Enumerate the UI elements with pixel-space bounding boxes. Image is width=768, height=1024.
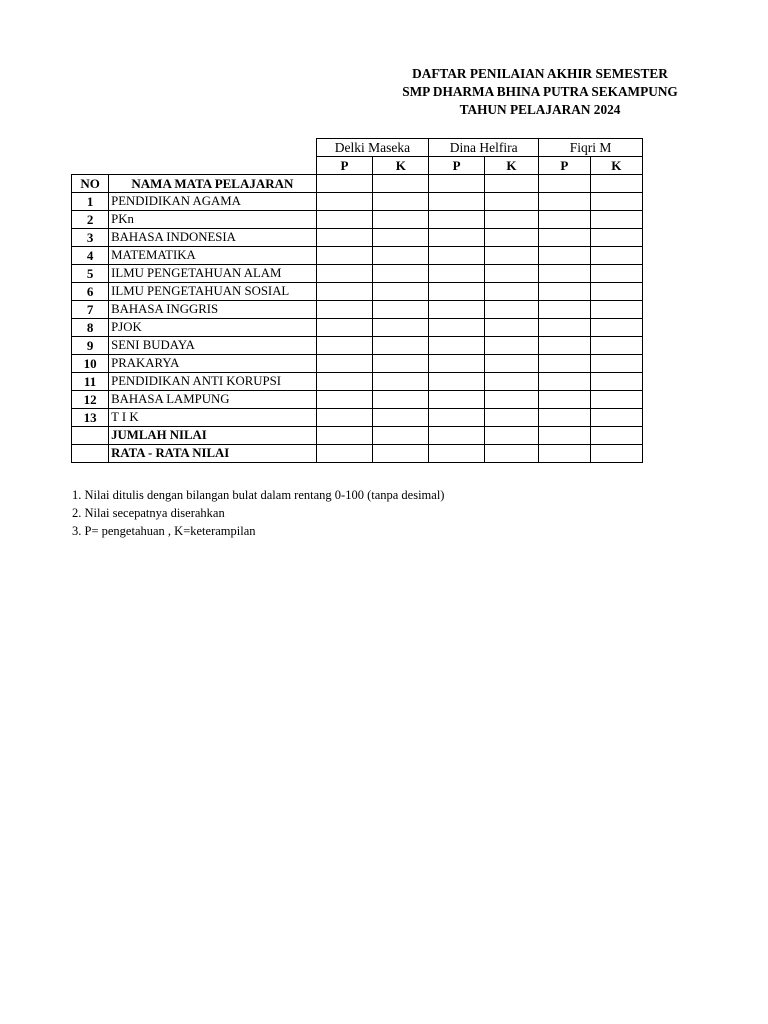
score-cell[interactable]: [316, 355, 373, 373]
score-cell[interactable]: [590, 373, 642, 391]
score-cell[interactable]: [373, 445, 429, 463]
score-cell[interactable]: [316, 427, 373, 445]
score-cell[interactable]: [590, 355, 642, 373]
table-row: [72, 373, 643, 391]
note-item: 3. P= pengetahuan , K=keterampilan: [72, 524, 256, 538]
score-cell[interactable]: [539, 427, 591, 445]
score-cell[interactable]: [429, 175, 485, 193]
row-number: 2: [72, 211, 109, 229]
score-cell[interactable]: [429, 319, 485, 337]
score-cell[interactable]: [590, 265, 642, 283]
score-cell[interactable]: [539, 265, 591, 283]
score-cell[interactable]: [484, 337, 538, 355]
score-cell[interactable]: [429, 445, 485, 463]
table-row: [72, 283, 643, 301]
subject-name: BAHASA LAMPUNG: [109, 391, 317, 409]
score-cell[interactable]: [316, 373, 373, 391]
score-cell[interactable]: [316, 265, 373, 283]
grades-table: [71, 138, 643, 463]
score-cell[interactable]: [429, 373, 485, 391]
score-cell[interactable]: [484, 355, 538, 373]
score-cell[interactable]: [373, 319, 429, 337]
header-academic-year: TAHUN PELAJARAN 2024: [459, 102, 621, 117]
score-cell[interactable]: [316, 193, 373, 211]
score-cell[interactable]: [429, 247, 485, 265]
score-cell[interactable]: [373, 355, 429, 373]
subject-name: T I K: [109, 409, 317, 427]
score-cell[interactable]: [590, 247, 642, 265]
score-cell[interactable]: [429, 283, 485, 301]
table-row: [72, 409, 643, 427]
table-row: [72, 265, 643, 283]
score-cell[interactable]: [590, 229, 642, 247]
score-cell[interactable]: [590, 337, 642, 355]
score-cell[interactable]: [316, 445, 373, 463]
score-cell[interactable]: [373, 283, 429, 301]
subject-name: BAHASA INGGRIS: [109, 301, 317, 319]
table-row: [72, 247, 643, 265]
row-number: 8: [72, 319, 109, 337]
score-cell[interactable]: [373, 373, 429, 391]
document-header: [340, 65, 740, 119]
score-cell[interactable]: [316, 247, 373, 265]
score-cell[interactable]: [429, 427, 485, 445]
score-cell[interactable]: [316, 301, 373, 319]
score-cell[interactable]: [316, 337, 373, 355]
score-cell[interactable]: [484, 445, 538, 463]
row-number: 9: [72, 337, 109, 355]
score-cell[interactable]: [590, 193, 642, 211]
score-type-header: K: [590, 157, 642, 175]
score-type-header: P: [316, 157, 373, 175]
column-header-row: [72, 175, 643, 193]
score-cell[interactable]: [484, 427, 538, 445]
score-cell[interactable]: [484, 283, 538, 301]
student-name: Dina Helfira: [429, 139, 539, 157]
score-type-row: [72, 157, 643, 175]
row-number: 4: [72, 247, 109, 265]
score-cell[interactable]: [484, 373, 538, 391]
score-cell[interactable]: [590, 283, 642, 301]
note-item: 2. Nilai secepatnya diserahkan: [72, 506, 225, 520]
score-cell[interactable]: [429, 337, 485, 355]
subject-name: BAHASA INDONESIA: [109, 229, 317, 247]
subject-name: ILMU PENGETAHUAN SOSIAL: [109, 283, 317, 301]
score-cell[interactable]: [484, 193, 538, 211]
subject-name: PENDIDIKAN AGAMA: [109, 193, 317, 211]
subject-name: PRAKARYA: [109, 355, 317, 373]
score-cell[interactable]: [484, 319, 538, 337]
total-row: [72, 427, 643, 445]
score-cell[interactable]: [539, 319, 591, 337]
average-row: [72, 445, 643, 463]
score-cell[interactable]: [316, 409, 373, 427]
score-cell[interactable]: [316, 391, 373, 409]
score-type-header: P: [429, 157, 485, 175]
table-row: [72, 337, 643, 355]
score-cell[interactable]: [373, 247, 429, 265]
score-cell[interactable]: [429, 301, 485, 319]
score-cell[interactable]: [373, 427, 429, 445]
score-cell[interactable]: [539, 355, 591, 373]
score-cell[interactable]: [539, 301, 591, 319]
score-cell[interactable]: [429, 265, 485, 283]
table-row: [72, 211, 643, 229]
score-cell[interactable]: [316, 175, 373, 193]
score-cell[interactable]: [590, 391, 642, 409]
table-row: [72, 193, 643, 211]
student-name-row: [72, 139, 643, 157]
column-header-no: NO: [72, 175, 109, 193]
table-row: [72, 391, 643, 409]
row-number: 7: [72, 301, 109, 319]
row-number: 10: [72, 355, 109, 373]
score-cell[interactable]: [484, 409, 538, 427]
subject-name: MATEMATIKA: [109, 247, 317, 265]
score-cell[interactable]: [590, 301, 642, 319]
note-item: 1. Nilai ditulis dengan bilangan bulat dalam rentang 0-100 (tanpa desimal): [72, 488, 445, 502]
notes-section: [72, 486, 444, 540]
subject-name: ILMU PENGETAHUAN ALAM: [109, 265, 317, 283]
score-cell[interactable]: [373, 301, 429, 319]
header-title: DAFTAR PENILAIAN AKHIR SEMESTER: [412, 66, 668, 81]
table-row: [72, 301, 643, 319]
row-number: 12: [72, 391, 109, 409]
score-cell[interactable]: [590, 445, 642, 463]
subject-name: PKn: [109, 211, 317, 229]
student-name: Fiqri M: [539, 139, 643, 157]
score-cell[interactable]: [590, 211, 642, 229]
score-cell[interactable]: [373, 193, 429, 211]
row-number: 13: [72, 409, 109, 427]
score-cell[interactable]: [484, 247, 538, 265]
score-cell[interactable]: [429, 211, 485, 229]
table-row: [72, 229, 643, 247]
score-cell[interactable]: [539, 283, 591, 301]
score-cell[interactable]: [429, 229, 485, 247]
score-cell[interactable]: [590, 409, 642, 427]
score-cell[interactable]: [373, 391, 429, 409]
score-cell[interactable]: [590, 319, 642, 337]
score-cell[interactable]: [539, 337, 591, 355]
score-cell[interactable]: [539, 175, 591, 193]
score-cell[interactable]: [316, 319, 373, 337]
score-cell[interactable]: [590, 427, 642, 445]
score-cell[interactable]: [539, 247, 591, 265]
score-cell[interactable]: [539, 373, 591, 391]
score-cell[interactable]: [484, 391, 538, 409]
score-cell[interactable]: [590, 175, 642, 193]
score-cell[interactable]: [373, 337, 429, 355]
score-cell[interactable]: [316, 229, 373, 247]
row-number: 3: [72, 229, 109, 247]
total-label: JUMLAH NILAI: [109, 427, 317, 445]
score-cell[interactable]: [539, 409, 591, 427]
score-cell[interactable]: [539, 211, 591, 229]
score-type-header: K: [484, 157, 538, 175]
column-header-subject: NAMA MATA PELAJARAN: [109, 175, 317, 193]
score-cell[interactable]: [429, 391, 485, 409]
score-type-header: K: [373, 157, 429, 175]
row-number: 1: [72, 193, 109, 211]
table-row: [72, 355, 643, 373]
score-cell[interactable]: [316, 211, 373, 229]
score-cell[interactable]: [484, 175, 538, 193]
score-cell[interactable]: [373, 409, 429, 427]
subject-name: PJOK: [109, 319, 317, 337]
score-cell[interactable]: [484, 301, 538, 319]
score-cell[interactable]: [373, 211, 429, 229]
subject-name: PENDIDIKAN ANTI KORUPSI: [109, 373, 317, 391]
score-cell[interactable]: [429, 193, 485, 211]
score-cell[interactable]: [373, 229, 429, 247]
score-cell[interactable]: [373, 175, 429, 193]
score-cell[interactable]: [316, 283, 373, 301]
row-number: 11: [72, 373, 109, 391]
average-label: RATA - RATA NILAI: [109, 445, 317, 463]
score-type-header: P: [539, 157, 591, 175]
header-school-name: SMP DHARMA BHINA PUTRA SEKAMPUNG: [402, 84, 678, 99]
score-cell[interactable]: [484, 211, 538, 229]
student-name: Delki Maseka: [316, 139, 429, 157]
table-row: [72, 319, 643, 337]
score-cell[interactable]: [539, 229, 591, 247]
score-cell[interactable]: [539, 193, 591, 211]
row-number: 5: [72, 265, 109, 283]
subject-name: SENI BUDAYA: [109, 337, 317, 355]
score-cell[interactable]: [373, 265, 429, 283]
score-cell[interactable]: [429, 409, 485, 427]
row-number: 6: [72, 283, 109, 301]
score-cell[interactable]: [539, 445, 591, 463]
score-cell[interactable]: [539, 391, 591, 409]
score-cell[interactable]: [484, 229, 538, 247]
score-cell[interactable]: [484, 265, 538, 283]
score-cell[interactable]: [429, 355, 485, 373]
